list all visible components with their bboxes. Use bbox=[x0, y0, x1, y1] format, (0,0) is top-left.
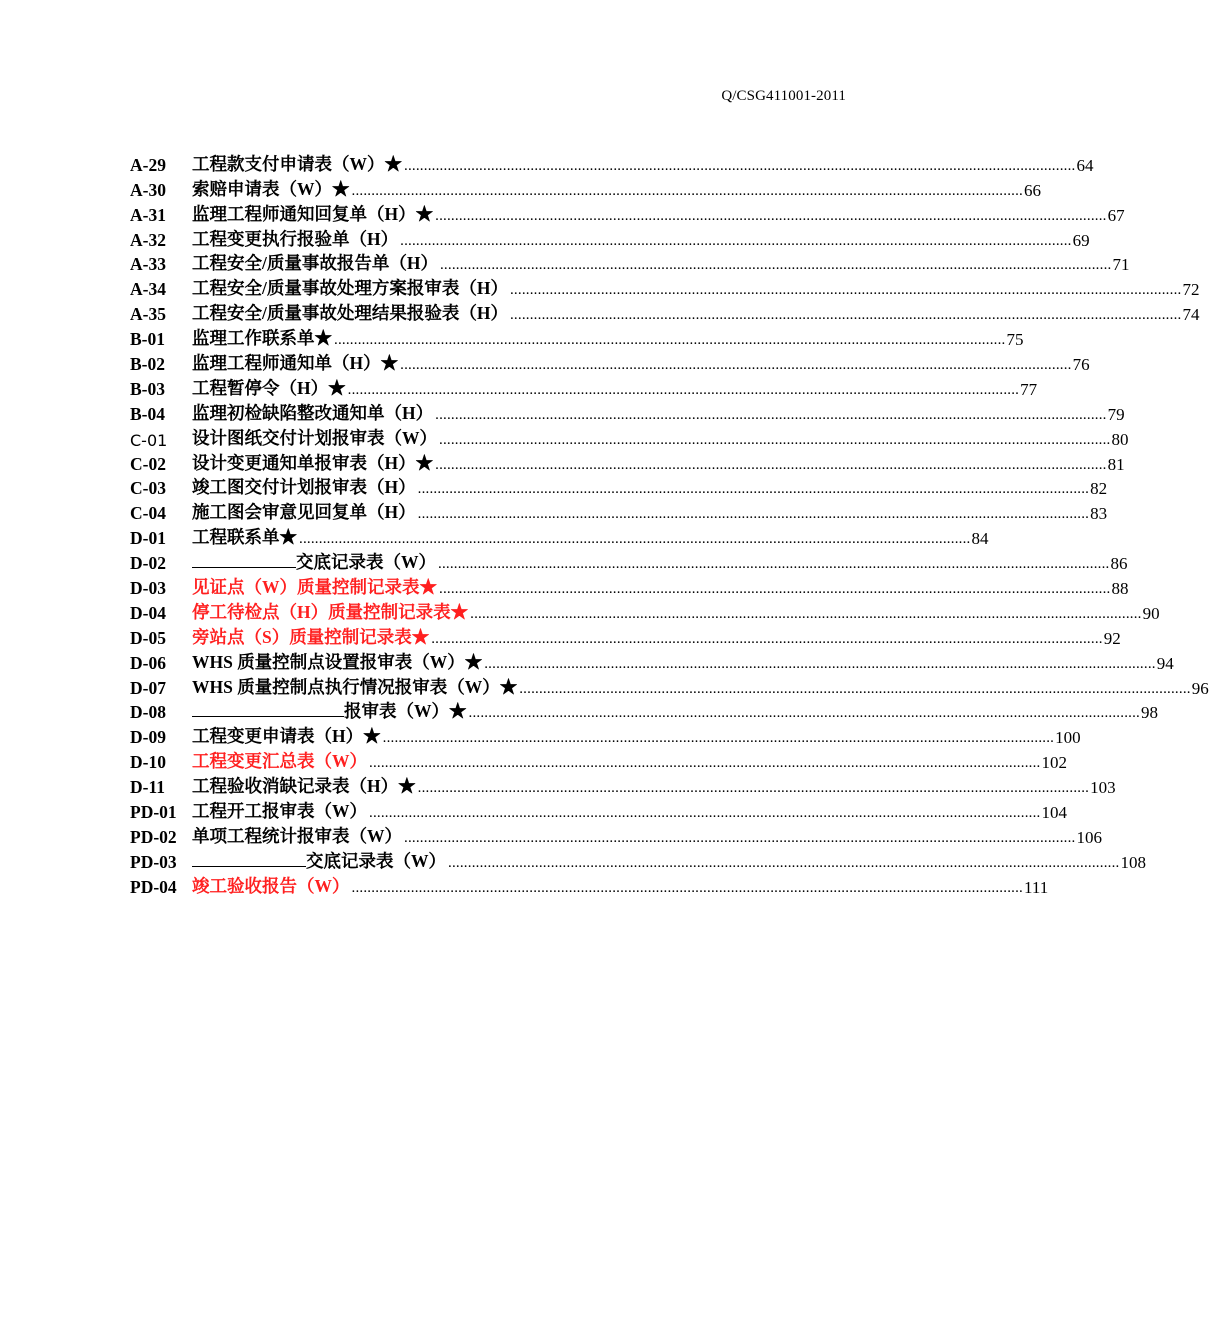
table-of-contents bbox=[130, 151, 1209, 898]
toc-entry[interactable] bbox=[130, 350, 1090, 375]
toc-entry-page: 108 bbox=[1120, 852, 1146, 872]
toc-entry-title: 报审表（W）★ bbox=[344, 701, 467, 722]
toc-entry-page: 100 bbox=[1055, 728, 1081, 748]
toc-entry-code: D-06 bbox=[130, 652, 166, 673]
toc-entry-page: 84 bbox=[971, 529, 989, 549]
toc-entry-code: B-01 bbox=[130, 329, 165, 350]
dot-leader: .......................................................................................................................................................................... bbox=[439, 581, 1111, 598]
toc-entry-title: 停工待检点（H）质量控制记录表★ bbox=[192, 601, 469, 622]
toc-entry-title: 竣工验收报告（W） bbox=[192, 875, 350, 896]
toc-entry[interactable] bbox=[130, 773, 1116, 798]
dot-leader: .......................................................................................................................................................................... bbox=[438, 556, 1110, 573]
toc-entry[interactable] bbox=[130, 325, 1024, 350]
toc-entry-code: A-32 bbox=[130, 229, 166, 250]
toc-entry[interactable] bbox=[130, 848, 1146, 873]
toc-entry-title-wrap bbox=[192, 848, 446, 873]
toc-entry-page: 111 bbox=[1024, 877, 1049, 897]
toc-entry-page: 77 bbox=[1020, 379, 1038, 399]
toc-entry-title: 监理工作联系单★ bbox=[192, 328, 332, 349]
dot-leader: .......................................................................................................................................................................... bbox=[382, 730, 1055, 747]
toc-entry-page: 80 bbox=[1111, 429, 1129, 449]
toc-entry-page: 74 bbox=[1182, 305, 1200, 325]
toc-entry-title: 工程开工报审表（W） bbox=[192, 801, 367, 822]
toc-entry[interactable] bbox=[130, 226, 1090, 251]
toc-entry-title: 交底记录表（W） bbox=[306, 850, 446, 871]
toc-entry[interactable] bbox=[130, 450, 1125, 475]
toc-entry[interactable] bbox=[130, 524, 989, 549]
toc-entry-title: 工程变更汇总表（W） bbox=[192, 751, 367, 772]
toc-entry-title: 工程安全/质量事故处理结果报验表（H） bbox=[192, 303, 508, 324]
toc-entry-title: 施工图会审意见回复单（H） bbox=[192, 502, 416, 523]
toc-entry-code: D-09 bbox=[130, 727, 166, 748]
toc-entry-title: 工程变更执行报验单（H） bbox=[192, 228, 399, 249]
dot-leader: .......................................................................................................................................................................... bbox=[417, 481, 1090, 498]
toc-entry-title: 工程变更申请表（H）★ bbox=[192, 726, 381, 747]
toc-entry-title: 工程安全/质量事故报告单（H） bbox=[192, 253, 438, 274]
fill-in-blank bbox=[192, 549, 296, 568]
toc-entry[interactable] bbox=[130, 823, 1102, 848]
toc-entry-title: WHS 质量控制点执行情况报审表（W）★ bbox=[192, 676, 518, 697]
toc-entry-code: D-08 bbox=[130, 702, 166, 723]
toc-entry[interactable] bbox=[130, 873, 1049, 898]
document-code: Q/CSG411001-2011 bbox=[721, 88, 846, 104]
toc-entry[interactable] bbox=[130, 599, 1160, 624]
toc-entry-code: PD-03 bbox=[130, 851, 177, 872]
toc-entry-title-wrap bbox=[192, 698, 467, 723]
toc-entry-page: 103 bbox=[1090, 778, 1116, 798]
toc-entry-page: 88 bbox=[1111, 579, 1129, 599]
dot-leader: .......................................................................................................................................................................... bbox=[369, 805, 1041, 822]
toc-entry-page: 90 bbox=[1142, 603, 1160, 623]
dot-leader: .......................................................................................................................................................................... bbox=[404, 157, 1076, 174]
dot-leader: .......................................................................................................................................................................... bbox=[431, 630, 1103, 647]
toc-entry[interactable] bbox=[130, 674, 1209, 699]
toc-entry-title: 监理工程师通知回复单（H）★ bbox=[192, 203, 434, 224]
toc-entry-code: C-04 bbox=[130, 503, 166, 524]
dot-leader: .......................................................................................................................................................................... bbox=[351, 879, 1023, 896]
toc-entry-page: 94 bbox=[1156, 653, 1174, 673]
toc-entry[interactable] bbox=[130, 176, 1041, 201]
dot-leader: .......................................................................................................................................................................... bbox=[509, 307, 1182, 324]
toc-entry-code: C-02 bbox=[130, 453, 166, 474]
toc-entry[interactable] bbox=[130, 549, 1128, 574]
toc-entry[interactable] bbox=[130, 723, 1081, 748]
toc-entry-title: 索赔申请表（W）★ bbox=[192, 178, 350, 199]
dot-leader: .......................................................................................................................................................................... bbox=[519, 680, 1191, 697]
fill-in-blank bbox=[192, 698, 344, 717]
dot-leader: .......................................................................................................................................................................... bbox=[435, 207, 1107, 224]
toc-entry[interactable] bbox=[130, 699, 1158, 724]
dot-leader: .......................................................................................................................................................................... bbox=[400, 357, 1072, 374]
toc-entry-title: 工程安全/质量事故处理方案报审表（H） bbox=[192, 278, 508, 299]
toc-entry[interactable] bbox=[130, 475, 1108, 500]
toc-entry-page: 79 bbox=[1107, 404, 1125, 424]
toc-entry-page: 67 bbox=[1107, 205, 1125, 225]
toc-entry-page: 102 bbox=[1041, 753, 1067, 773]
toc-entry-title-wrap bbox=[192, 549, 436, 574]
dot-leader: .......................................................................................................................................................................... bbox=[369, 755, 1041, 772]
toc-entry[interactable] bbox=[130, 400, 1125, 425]
toc-entry-code: D-01 bbox=[130, 528, 166, 549]
toc-entry-code: D-02 bbox=[130, 553, 166, 574]
toc-entry-code: D-04 bbox=[130, 602, 166, 623]
toc-entry-title: 设计图纸交付计划报审表（W） bbox=[192, 427, 437, 448]
toc-entry-title: 竣工图交付计划报审表（H） bbox=[192, 477, 416, 498]
toc-entry[interactable] bbox=[130, 151, 1094, 176]
toc-entry-code: A-35 bbox=[130, 304, 166, 325]
toc-entry-title: 旁站点（S）质量控制记录表★ bbox=[192, 626, 430, 647]
toc-entry-code: A-29 bbox=[130, 154, 166, 175]
toc-entry-page: 76 bbox=[1072, 355, 1090, 375]
dot-leader: .......................................................................................................................................................................... bbox=[468, 705, 1140, 722]
toc-entry-code: B-04 bbox=[130, 403, 165, 424]
toc-entry-page: 69 bbox=[1072, 230, 1090, 250]
toc-entry-code: B-03 bbox=[130, 378, 165, 399]
toc-entry-code: C-01 bbox=[130, 430, 168, 450]
toc-entry-code: D-07 bbox=[130, 677, 166, 698]
toc-entry-page: 82 bbox=[1090, 479, 1108, 499]
toc-entry-code: A-31 bbox=[130, 204, 166, 225]
toc-entry-code: PD-01 bbox=[130, 802, 177, 823]
toc-entry-title: 单项工程统计报审表（W） bbox=[192, 825, 402, 846]
toc-entry-code: D-03 bbox=[130, 578, 166, 599]
toc-entry[interactable] bbox=[130, 649, 1174, 674]
toc-entry[interactable] bbox=[130, 251, 1130, 276]
toc-entry-code: D-05 bbox=[130, 627, 166, 648]
toc-entry[interactable] bbox=[130, 201, 1125, 226]
toc-entry-title: 监理初检缺陷整改通知单（H） bbox=[192, 402, 434, 423]
dot-leader: .......................................................................................................................................................................... bbox=[334, 332, 1006, 349]
toc-entry[interactable] bbox=[130, 574, 1129, 599]
toc-entry-code: PD-04 bbox=[130, 876, 177, 897]
fill-in-blank bbox=[192, 848, 306, 867]
dot-leader: .......................................................................................................................................................................... bbox=[484, 655, 1156, 672]
toc-entry[interactable] bbox=[130, 275, 1200, 300]
toc-entry-code: D-11 bbox=[130, 777, 165, 798]
dot-leader: .......................................................................................................................................................................... bbox=[470, 605, 1142, 622]
toc-entry[interactable] bbox=[130, 748, 1067, 773]
toc-entry-page: 106 bbox=[1076, 827, 1102, 847]
toc-entry-page: 104 bbox=[1041, 803, 1067, 823]
toc-entry-title: 工程验收消缺记录表（H）★ bbox=[192, 776, 416, 797]
toc-entry-title: 工程款支付申请表（W）★ bbox=[192, 153, 402, 174]
dot-leader: .......................................................................................................................................................................... bbox=[439, 257, 1112, 274]
toc-entry[interactable] bbox=[130, 300, 1200, 325]
toc-entry-title: 工程暂停令（H）★ bbox=[192, 377, 346, 398]
toc-entry-page: 96 bbox=[1191, 678, 1209, 698]
toc-entry-page: 72 bbox=[1182, 280, 1200, 300]
toc-entry-title: 见证点（W）质量控制记录表★ bbox=[192, 577, 437, 598]
toc-entry-code: B-02 bbox=[130, 354, 165, 375]
toc-entry-page: 98 bbox=[1141, 703, 1158, 723]
toc-entry-code: C-03 bbox=[130, 478, 166, 499]
toc-entry-page: 64 bbox=[1076, 155, 1094, 175]
toc-entry-page: 83 bbox=[1090, 504, 1108, 524]
dot-leader: .......................................................................................................................................................................... bbox=[351, 182, 1023, 199]
dot-leader: .......................................................................................................................................................................... bbox=[439, 431, 1111, 448]
toc-entry-page: 66 bbox=[1024, 180, 1041, 200]
toc-entry-code: PD-02 bbox=[130, 826, 177, 847]
toc-entry-code: A-33 bbox=[130, 254, 166, 275]
dot-leader: .......................................................................................................................................................................... bbox=[435, 406, 1107, 423]
toc-entry-code: D-10 bbox=[130, 752, 166, 773]
toc-entry-title: 工程联系单★ bbox=[192, 527, 297, 548]
toc-entry-page: 71 bbox=[1112, 255, 1130, 275]
dot-leader: .......................................................................................................................................................................... bbox=[435, 456, 1107, 473]
toc-entry[interactable] bbox=[130, 425, 1129, 450]
toc-entry-title: 监理工程师通知单（H）★ bbox=[192, 353, 399, 374]
toc-entry[interactable] bbox=[130, 375, 1038, 400]
dot-leader: .......................................................................................................................................................................... bbox=[347, 381, 1020, 398]
dot-leader: .......................................................................................................................................................................... bbox=[404, 829, 1076, 846]
toc-entry-title: WHS 质量控制点设置报审表（W）★ bbox=[192, 651, 483, 672]
dot-leader: .......................................................................................................................................................................... bbox=[400, 232, 1072, 249]
toc-entry-title: 设计变更通知单报审表（H）★ bbox=[192, 452, 434, 473]
toc-entry-code: A-30 bbox=[130, 179, 166, 200]
toc-entry-page: 86 bbox=[1110, 554, 1128, 574]
toc-entry-title: 交底记录表（W） bbox=[296, 552, 436, 573]
dot-leader: .......................................................................................................................................................................... bbox=[509, 282, 1182, 299]
dot-leader: .......................................................................................................................................................................... bbox=[417, 780, 1090, 797]
toc-entry[interactable] bbox=[130, 499, 1108, 524]
dot-leader: .......................................................................................................................................................................... bbox=[417, 506, 1090, 523]
toc-entry-page: 75 bbox=[1006, 330, 1024, 350]
dot-leader: .......................................................................................................................................................................... bbox=[448, 854, 1120, 871]
toc-entry[interactable] bbox=[130, 798, 1067, 823]
toc-entry[interactable] bbox=[130, 624, 1121, 649]
toc-entry-page: 92 bbox=[1103, 628, 1121, 648]
toc-entry-code: A-34 bbox=[130, 279, 166, 300]
toc-entry-page: 81 bbox=[1107, 454, 1125, 474]
dot-leader: .......................................................................................................................................................................... bbox=[299, 531, 971, 548]
